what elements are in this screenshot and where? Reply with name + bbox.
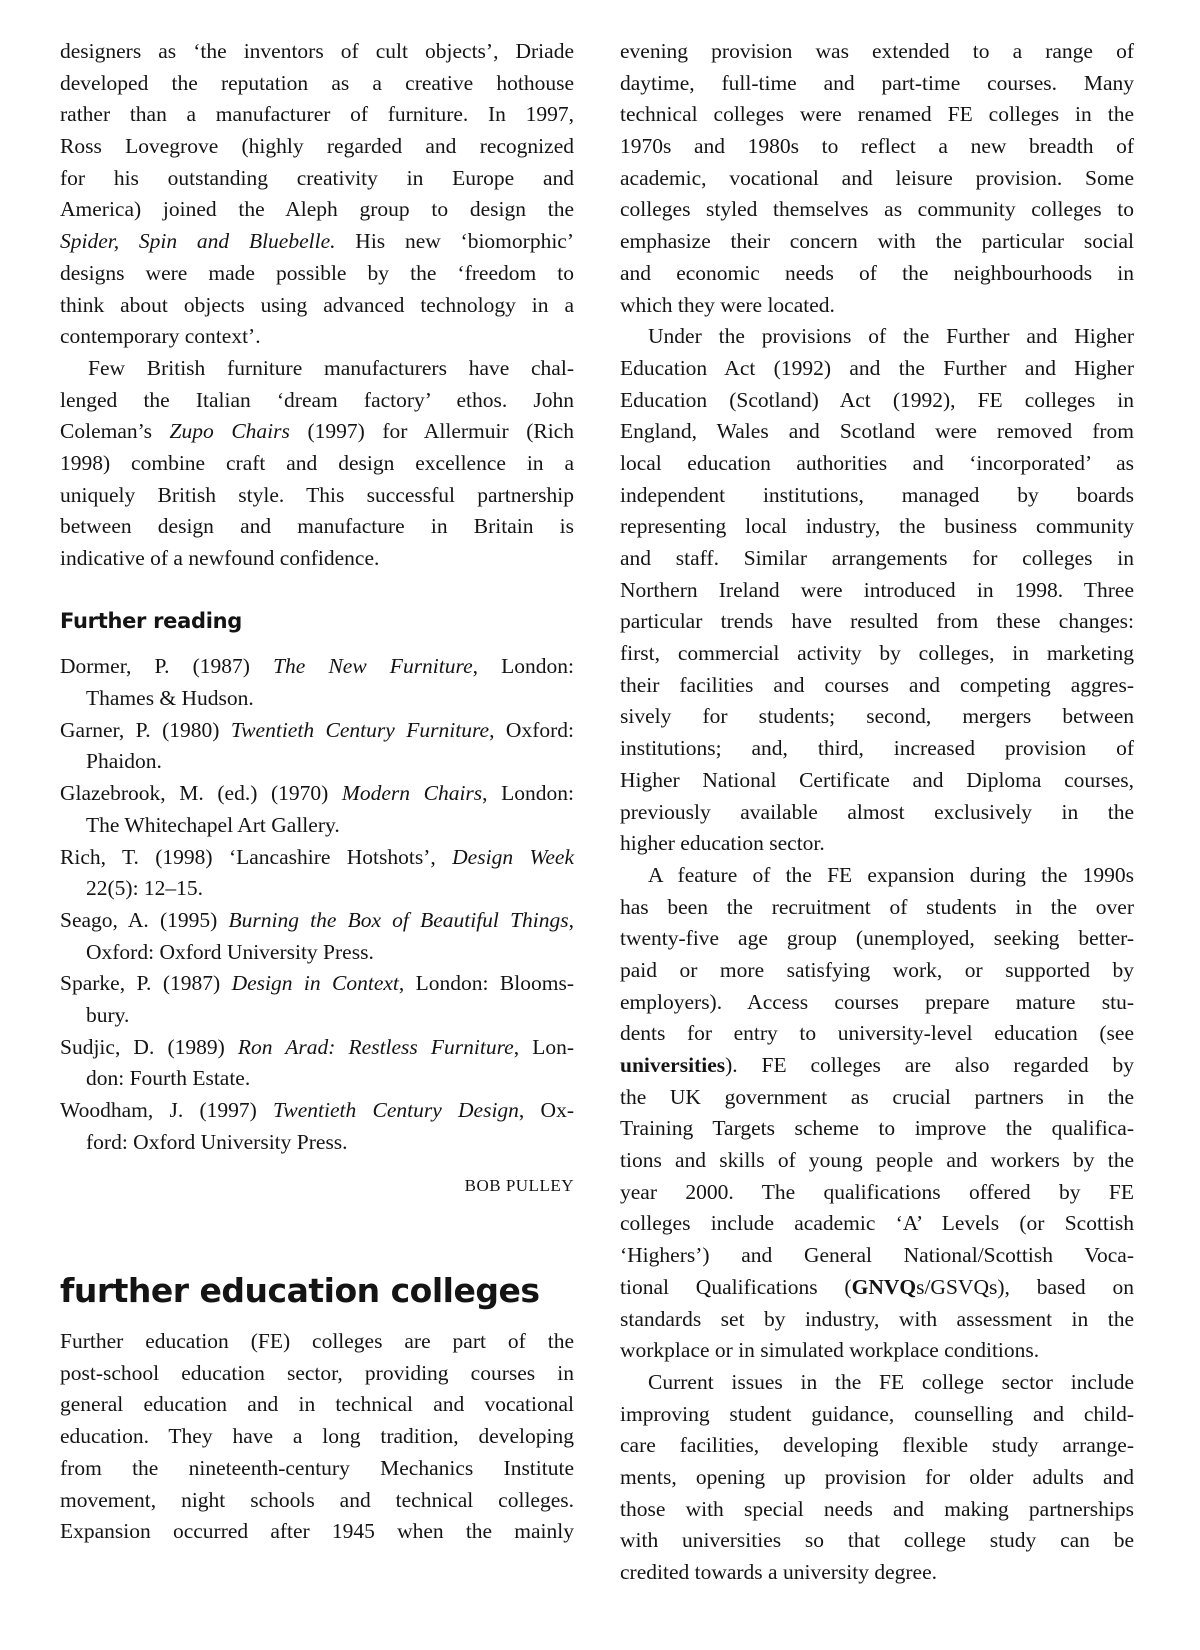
bibliography-line (60, 651, 574, 683)
entry-heading: further education colleges (60, 1271, 540, 1311)
text-line: 1970s and 1980s to reflect a new breadth of (620, 134, 1134, 159)
text-line: sively for students; second, mergers between (620, 704, 1134, 729)
text-fragment: (1997) for Allermuir (Rich (289, 419, 574, 444)
text-line: has been the recruitment of students in the over (620, 894, 1134, 919)
text-fragment: , London: (482, 781, 574, 806)
text-line: and staff. Similar arrangements for colleges in (620, 546, 1134, 570)
text-fragment: tional Qualifications ( (620, 1274, 852, 1299)
text-line: Training Targets scheme to improve the qualifica- (620, 1116, 1134, 1141)
paragraph-driade (60, 36, 574, 353)
text-line: standards set by industry, with assessment in the (620, 1306, 1134, 1331)
text-fragment: Glazebrook, M. (ed.) (1970) (60, 781, 342, 806)
text-line: year 2000. The qualifications offered by FE (620, 1179, 1134, 1204)
text-line: Further education (FE) colleges are part of the (60, 1329, 574, 1354)
bibliography-entry (60, 1032, 574, 1095)
text-line: ‘Highers’) and General National/Scottish Voca- (620, 1243, 1134, 1268)
paragraph-evening-provision (620, 36, 1134, 321)
bibliography-entry (60, 778, 574, 841)
bibliography-continuation: bury. (86, 1002, 130, 1027)
bibliography-entry (60, 651, 574, 714)
text-line: first, commercial activity by colleges, in marketing (620, 641, 1134, 666)
text-line: the UK government as crucial partners in the (620, 1084, 1134, 1109)
bibliography-entry (60, 905, 574, 968)
text-line: improving student guidance, counselling and child- (620, 1401, 1134, 1426)
text-line: daytime, full-time and part-time courses. Many (620, 70, 1134, 95)
text-line: A feature of the FE expansion during the 1990s (648, 862, 1134, 887)
bibliography-entry (60, 968, 574, 1031)
text-line: post-school education sector, providing courses in (60, 1360, 574, 1385)
text-line: ments, opening up provision for older adults and (620, 1464, 1134, 1489)
text-line: colleges styled themselves as community colleges to (620, 197, 1134, 222)
italic-title: Modern Chairs (341, 781, 483, 806)
text-line: tions and skills of young people and workers by the (620, 1148, 1134, 1173)
text-line: Under the provisions of the Further and Higher (648, 324, 1134, 349)
text-fragment: Sudjic, D. (1989) (60, 1034, 238, 1059)
text-line: twenty-five age group (unemployed, seeking better- (620, 926, 1134, 951)
text-fragment: , Ox- (518, 1098, 574, 1122)
text-line: between design and manufacture in Britain is (60, 514, 574, 539)
text-line: employers). Access courses prepare mature stu- (620, 989, 1134, 1014)
text-line: rather than a manufacturer of furniture. In 1997, (60, 102, 574, 127)
bibliography-continuation: The Whitechapel Art Gallery. (86, 812, 340, 837)
italic-titles: Spider, Spin and Bluebelle. (60, 229, 336, 254)
text-line: contemporary context’. (60, 324, 261, 349)
text-line: dents for entry to university-level education (see (620, 1021, 1134, 1046)
text-line: representing local industry, the business community (620, 514, 1134, 539)
text-line: Few British furniture manufacturers have chal- (88, 355, 574, 380)
bibliography-continuation: 22(5): 12–15. (86, 876, 204, 901)
text-line: 1998) combine craft and design excellence in a (60, 450, 574, 475)
paragraph-further-higher-education-act (620, 321, 1134, 860)
left-column (60, 36, 574, 1548)
text-line: designs were made possible by the ‘freedom to (60, 260, 574, 285)
italic-title: Design in Context (231, 971, 399, 996)
text-line: Education (Scotland) Act (1992), FE colleges in (620, 387, 1134, 412)
further-reading-list (60, 651, 574, 1158)
text-line: paid or more satisfying work, or supported by (620, 957, 1134, 982)
text-line: emphasize their concern with the particular social (620, 229, 1134, 254)
bibliography-line (60, 715, 574, 747)
text-line: Current issues in the FE college sector include (648, 1369, 1134, 1394)
text-line: for his outstanding creativity in Europe and (60, 165, 574, 190)
text-fragment: Oxford: (494, 717, 574, 742)
text-line: Northern Ireland were introduced in 1998. Three (620, 577, 1134, 602)
text-line: Expansion occurred after 1945 when the mainly (60, 1519, 574, 1544)
paragraph-british-furniture (60, 353, 574, 575)
text-fragment: , London: Blooms- (398, 971, 574, 996)
text-line: education. They have a long tradition, developing (60, 1424, 574, 1449)
text-fragment: Rich, T. (1998) ‘Lancashire Hotshots’, (60, 844, 453, 869)
text-line: colleges include academic ‘A’ Levels (or Scottish (620, 1211, 1134, 1236)
bibliography-line (60, 968, 574, 1000)
text-line: Higher National Certificate and Diploma courses, (620, 767, 1134, 792)
text-line (620, 1050, 1134, 1082)
italic-title: Twentieth Century Design (273, 1098, 519, 1122)
bibliography-continuation: Phaidon. (86, 749, 162, 774)
bold-cross-reference: GNVQ (851, 1274, 917, 1299)
text-fragment: Sparke, P. (1987) (60, 971, 232, 996)
bibliography-continuation: Oxford: Oxford University Press. (86, 939, 374, 964)
text-fragment: ). FE colleges are also regarded by (725, 1053, 1134, 1077)
text-line: particular trends have resulted from these changes: (620, 609, 1134, 634)
text-line: England, Wales and Scotland were removed from (620, 419, 1134, 444)
bibliography-line (60, 842, 574, 874)
text-line: America) joined the Aleph group to design the (60, 197, 574, 222)
text-fragment: Coleman’s (60, 419, 170, 444)
author-credit: BOB PULLEY (464, 1176, 574, 1196)
bibliography-line (60, 1032, 574, 1064)
text-line: uniquely British style. This successful partnership (60, 482, 574, 507)
text-line: movement, night schools and technical colleges. (60, 1487, 574, 1512)
text-line: credited towards a university degree. (620, 1560, 937, 1584)
text-line (60, 226, 574, 258)
text-line: from the nineteenth-century Mechanics Institute (60, 1455, 574, 1480)
text-line: developed the reputation as a creative hothouse (60, 70, 574, 95)
text-line: general education and in technical and vocational (60, 1392, 574, 1417)
text-line: academic, vocational and leisure provision. Some (620, 165, 1134, 190)
text-line: independent institutions, managed by boards (620, 482, 1134, 507)
bibliography-line (60, 778, 574, 810)
text-line: those with special needs and making partnerships (620, 1496, 1134, 1521)
text-fragment: Dormer, P. (1987) (60, 654, 274, 679)
text-fragment: Woodham, J. (1997) (60, 1098, 274, 1122)
text-line: institutions; and, third, increased provision of (620, 736, 1134, 761)
text-line: higher education sector. (620, 831, 825, 856)
text-line: care facilities, developing flexible study arrange- (620, 1433, 1134, 1458)
italic-title: Design Week (452, 844, 575, 869)
paragraph-fe-intro (60, 1326, 574, 1548)
text-line: with universities so that college study can be (620, 1528, 1134, 1553)
text-fragment: , London: (472, 654, 574, 679)
bibliography-entry (60, 715, 574, 778)
paragraph-fe-expansion (620, 860, 1134, 1367)
text-line (60, 416, 574, 448)
bibliography-continuation: ford: Oxford University Press. (86, 1129, 348, 1154)
text-line: workplace or in simulated workplace conditions. (620, 1338, 1040, 1363)
bibliography-entry (60, 1095, 574, 1158)
italic-title: The New Furniture (273, 654, 473, 679)
italic-title: Twentieth Century Furniture, (230, 717, 495, 742)
bibliography-continuation: don: Fourth Estate. (86, 1066, 251, 1091)
bibliography-line (60, 905, 574, 937)
text-line: evening provision was extended to a range of (620, 39, 1134, 63)
text-fragment: , Lon- (513, 1034, 575, 1059)
text-line: local education authorities and ‘incorporated’ as (620, 450, 1134, 475)
text-fragment: Garner, P. (1980) (60, 717, 231, 742)
bibliography-entry (60, 842, 574, 905)
text-line: technical colleges were renamed FE colleges in the (620, 102, 1134, 127)
further-reading-heading: Further reading (60, 608, 242, 633)
text-line: their facilities and courses and competing aggres- (620, 672, 1134, 697)
bibliography-line (60, 1095, 574, 1127)
text-fragment: s/GSVQs), based on (916, 1274, 1134, 1299)
bold-cross-reference: universities (620, 1053, 726, 1077)
text-fragment: His new ‘biomorphic’ (335, 229, 574, 254)
text-line: which they were located. (620, 292, 835, 317)
italic-title: Burning the Box of Beautiful Things (228, 907, 569, 932)
right-column (620, 36, 1134, 1589)
text-line: think about objects using advanced technology in a (60, 292, 574, 317)
text-line: previously available almost exclusively in the (620, 799, 1134, 824)
text-fragment: , (568, 907, 574, 932)
bibliography-continuation: Thames & Hudson. (86, 686, 254, 711)
text-line: lenged the Italian ‘dream factory’ ethos. John (60, 387, 574, 412)
paragraph-current-issues (620, 1367, 1134, 1589)
text-line: designers as ‘the inventors of cult objects’, Driade (60, 39, 574, 63)
italic-title: Zupo Chairs (169, 419, 290, 444)
text-line: indicative of a newfound confidence. (60, 546, 380, 570)
text-fragment: Seago, A. (1995) (60, 907, 229, 932)
text-line: Ross Lovegrove (highly regarded and recognized (60, 134, 574, 159)
text-line: Education Act (1992) and the Further and Higher (620, 355, 1134, 380)
text-line (620, 1272, 1134, 1304)
text-line: and economic needs of the neighbourhoods in (620, 260, 1134, 285)
italic-title: Ron Arad: Restless Furniture (237, 1034, 514, 1059)
